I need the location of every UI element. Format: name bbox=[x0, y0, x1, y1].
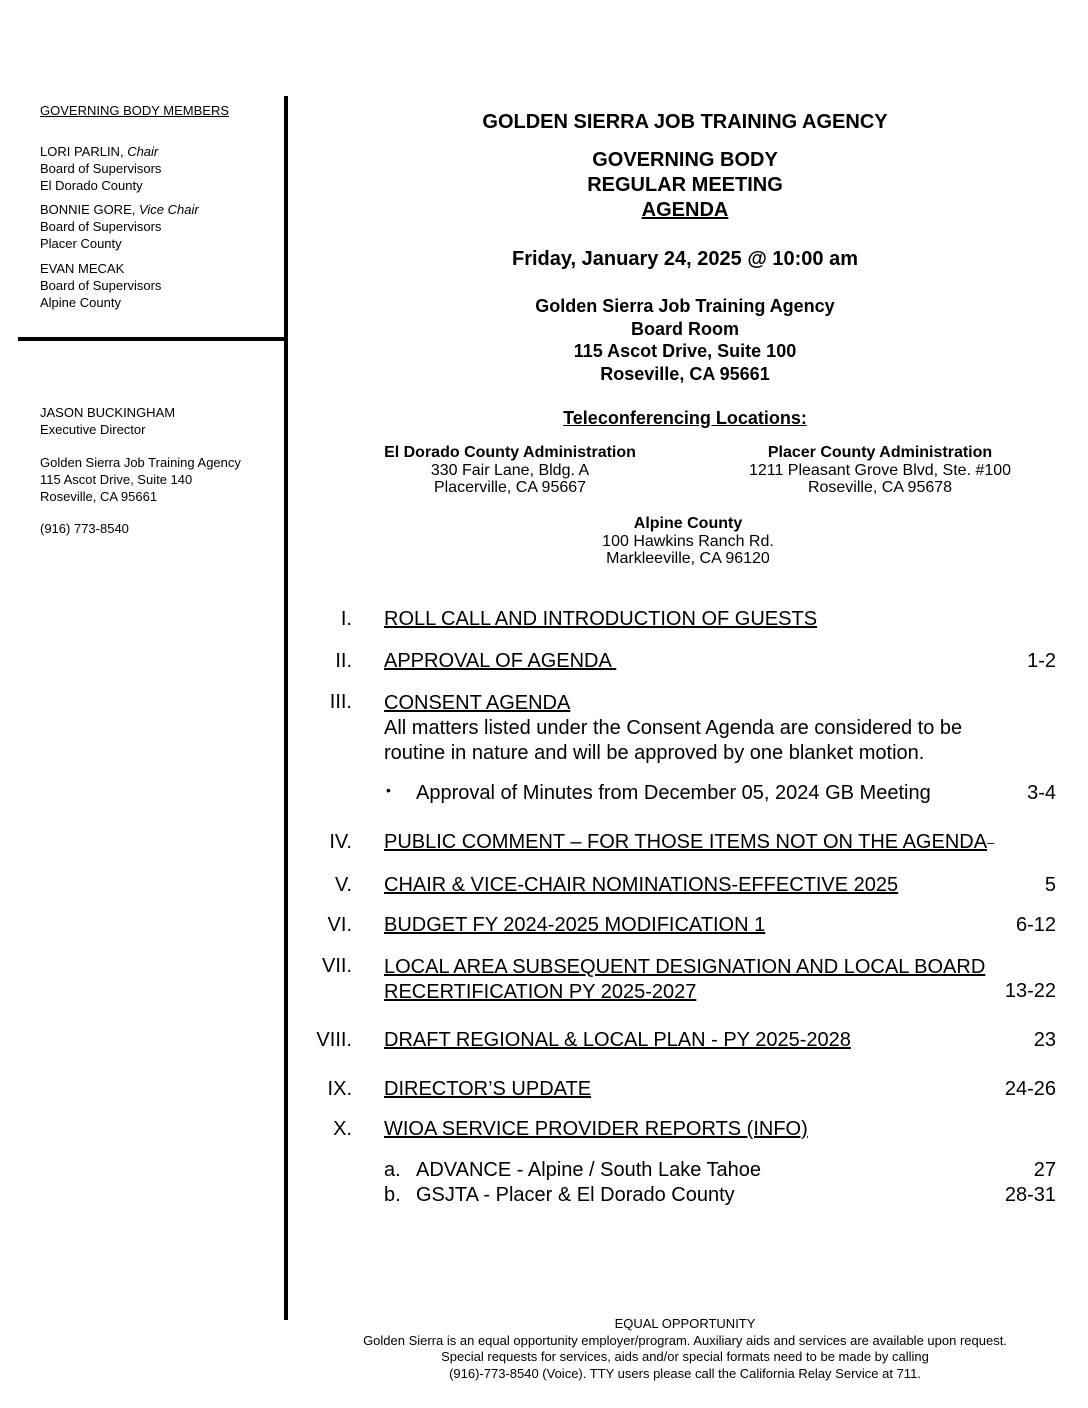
item-number: VI. bbox=[327, 914, 352, 936]
agency-phone: (916) 773-8540 bbox=[40, 521, 129, 536]
item-number: IV. bbox=[329, 831, 352, 853]
sub-item-advance: ADVANCE - Alpine / South Lake Tahoe bbox=[416, 1159, 762, 1181]
member-role: Vice Chair bbox=[138, 202, 199, 217]
page-range: 1-2 bbox=[1027, 650, 1056, 672]
footer-equal-opportunity bbox=[300, 1316, 1070, 1383]
address-city: Roseville, CA 95661 bbox=[40, 489, 158, 504]
designation-title-1: LOCAL AREA SUBSEQUENT DESIGNATION AND LOCAL BOARD bbox=[384, 956, 986, 978]
bullet-icon: • bbox=[386, 782, 391, 798]
agenda-title: AGENDA bbox=[641, 199, 729, 221]
member-role: Chair bbox=[127, 144, 159, 159]
agenda-item-wioa-reports: WIOA SERVICE PROVIDER REPORTS (INFO) bbox=[384, 1118, 808, 1140]
consent-desc-1: All matters listed under the Consent Agenda are considered to be bbox=[384, 717, 963, 739]
director-block bbox=[40, 404, 175, 438]
agenda-item-nominations: CHAIR & VICE-CHAIR NOMINATIONS-EFFECTIVE 2025 bbox=[384, 874, 899, 896]
agenda-item-budget: BUDGET FY 2024-2025 MODIFICATION 1 bbox=[384, 914, 766, 936]
member-chair bbox=[40, 143, 161, 194]
location-name: Alpine County bbox=[633, 515, 743, 532]
page-range: 3-4 bbox=[1027, 782, 1056, 804]
member-county: Alpine County bbox=[40, 295, 121, 310]
item-number: IX. bbox=[327, 1078, 352, 1100]
sub-item-letter: a. bbox=[384, 1159, 401, 1181]
venue bbox=[300, 295, 1070, 385]
consent-bullet-minutes: Approval of Minutes from December 05, 2024 GB Meeting bbox=[416, 782, 931, 804]
consent-desc-2: routine in nature and will be approved by one blanket motion. bbox=[384, 742, 925, 764]
member-board: Board of Supervisors bbox=[40, 161, 162, 176]
member-county: Placer County bbox=[40, 236, 122, 251]
item-number: II. bbox=[335, 650, 352, 672]
page-range: 27 bbox=[1033, 1159, 1056, 1181]
footer-line-3: (916)-773-8540 (Voice). TTY users please call the California Relay Service at 711. bbox=[449, 1366, 921, 1382]
member-name: BONNIE GORE, bbox=[40, 202, 139, 217]
venue-city: Roseville, CA 95661 bbox=[600, 363, 770, 384]
member-3 bbox=[40, 260, 161, 311]
member-name: LORI PARLIN, bbox=[40, 144, 128, 159]
designation-title-2: RECERTIFICATION PY 2025-2027 bbox=[384, 981, 697, 1003]
item-number: I. bbox=[340, 608, 352, 630]
governing-body-title: GOVERNING BODY bbox=[592, 149, 778, 171]
meeting-title bbox=[300, 148, 1070, 223]
member-board: Board of Supervisors bbox=[40, 278, 162, 293]
location-city: Markleeville, CA 96120 bbox=[606, 550, 770, 567]
page-range: 28-31 bbox=[1004, 1184, 1056, 1206]
venue-room: Board Room bbox=[631, 318, 739, 339]
member-county: El Dorado County bbox=[40, 178, 143, 193]
footer-line-2: Special requests for services, aids and/or special formats need to be made by calling bbox=[441, 1349, 929, 1365]
location-street: 100 Hawkins Ranch Rd. bbox=[602, 532, 774, 550]
sidebar-divider bbox=[18, 337, 286, 341]
item-number: VIII. bbox=[316, 1029, 352, 1051]
page-range: 24-26 bbox=[1004, 1078, 1056, 1100]
location-city: Roseville, CA 95678 bbox=[807, 479, 953, 496]
venue-org: Golden Sierra Job Training Agency bbox=[535, 296, 835, 316]
footer-heading: EQUAL OPPORTUNITY bbox=[614, 1316, 756, 1331]
location-name: Placer County Administration bbox=[767, 444, 993, 461]
location-street: 1211 Pleasant Grove Blvd, Ste. #100 bbox=[748, 461, 1012, 479]
location-el-dorado bbox=[360, 444, 660, 497]
teleconf-heading: Teleconferencing Locations: bbox=[563, 408, 807, 428]
member-vice-chair bbox=[40, 201, 199, 252]
member-board: Board of Supervisors bbox=[40, 219, 162, 234]
page-range: 6-12 bbox=[1015, 914, 1056, 936]
agenda-item-designation bbox=[384, 955, 985, 1005]
agenda-item-directors-update: DIRECTOR’S UPDATE bbox=[384, 1078, 592, 1100]
item-number: V. bbox=[334, 874, 352, 896]
location-placer bbox=[720, 444, 1040, 497]
agency-title: GOLDEN SIERRA JOB TRAINING AGENCY bbox=[482, 111, 888, 133]
sidebar-heading: GOVERNING BODY MEMBERS bbox=[40, 103, 230, 118]
item-number: VII. bbox=[321, 955, 352, 977]
item-number: X. bbox=[333, 1118, 352, 1140]
director-name: JASON BUCKINGHAM bbox=[40, 405, 176, 420]
agenda-item-approval: APPROVAL OF AGENDA bbox=[384, 650, 617, 672]
address-street: 115 Ascot Drive, Suite 140 bbox=[40, 472, 193, 487]
footer-line-1: Golden Sierra is an equal opportunity employer/program. Auxiliary aids and services are available upon request. bbox=[363, 1332, 1007, 1348]
agenda-item-public-comment bbox=[384, 831, 994, 854]
agenda-item-consent bbox=[384, 691, 962, 766]
item-number: III. bbox=[329, 691, 352, 713]
location-name: El Dorado County Administration bbox=[384, 444, 636, 461]
consent-title: CONSENT AGENDA bbox=[384, 692, 571, 714]
agency-address bbox=[40, 454, 241, 505]
page-range: 23 bbox=[1033, 1029, 1056, 1051]
page-range: 13-22 bbox=[1004, 980, 1056, 1002]
address-org: Golden Sierra Job Training Agency bbox=[40, 455, 241, 470]
public-comment-trail: – bbox=[987, 835, 995, 851]
sub-item-letter: b. bbox=[384, 1184, 401, 1206]
sub-item-gsjta: GSJTA - Placer & El Dorado County bbox=[416, 1184, 735, 1206]
location-street: 330 Fair Lane, Bldg. A bbox=[430, 461, 590, 479]
location-alpine bbox=[538, 515, 838, 568]
agenda-item-roll-call: ROLL CALL AND INTRODUCTION OF GUESTS bbox=[384, 608, 818, 630]
member-name: EVAN MECAK bbox=[40, 261, 125, 276]
location-city: Placerville, CA 95667 bbox=[433, 479, 587, 496]
agenda-item-regional-plan: DRAFT REGIONAL & LOCAL PLAN - PY 2025-2028 bbox=[384, 1029, 851, 1051]
meeting-date: Friday, January 24, 2025 @ 10:00 am bbox=[512, 248, 858, 270]
page-range: 5 bbox=[1044, 874, 1056, 896]
venue-street: 115 Ascot Drive, Suite 100 bbox=[573, 341, 797, 361]
director-title: Executive Director bbox=[40, 422, 146, 437]
public-comment-title: PUBLIC COMMENT – FOR THOSE ITEMS NOT ON THE AGENDA bbox=[384, 831, 988, 853]
regular-meeting-title: REGULAR MEETING bbox=[587, 174, 783, 196]
